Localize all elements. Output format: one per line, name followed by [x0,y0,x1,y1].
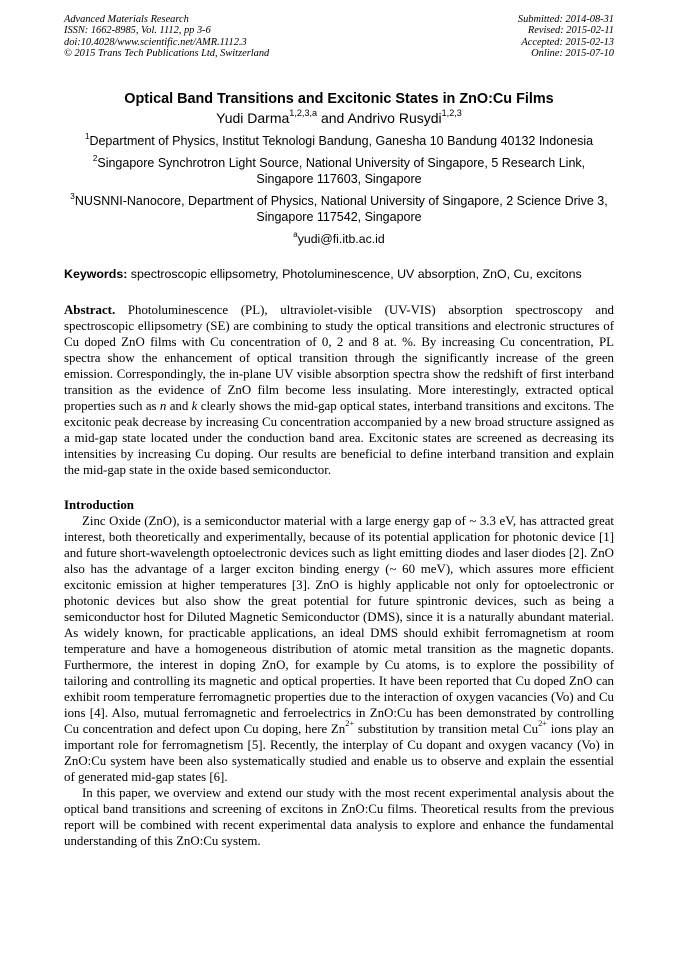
journal-info [64,14,269,60]
intro-p1-text-a: Zinc Oxide (ZnO), is a semiconductor material with a large energy gap of ~ 3.3 eV, has attracted great interest, both theoretically and experimentally, because of its potential application for photonic device [1] and future short-wavelength optoelectronic devices such as light emitting diodes and laser diodes [2]. ZnO also has the advantage of a larger exciton binding energy (~ 60 meV), which assures more efficient excitonic emission at higher temperatures [3]. ZnO is highly applicable not only for optoelectronic or photonic devices but also show the great potential for future spintronic devices, such as being a semiconductor host for Diluted Magnetic Semiconductor (DMS), since it is a naturally abundant material. As widely known, for practicable applications, an ideal DMS should exhibit ferromagnetism at room temperature and have a homogeneous distribution of atomic metal transition as the magnetic dopants. Furthermore, the interest in doping ZnO, for example by Cu atoms, is to explore the possibility of tailoring and controlling its magnetic and optical properties. It have been reported that Cu doped ZnO can exhibit room temperature ferromagnetic properties due to the interaction of oxygen vacancies (Vo) and Cu ions [4]. Also, mutual ferromagnetic and ferroelectrics in ZnO:Cu has been demonstrated by controlling Cu concentration and defect upon Cu doping, here Zn [64,514,614,736]
affiliation-2-city: Singapore 117603, Singapore [256,172,422,186]
abstract-symbol-k: k [191,399,198,413]
journal-header [64,14,614,66]
intro-p1-text-b: substitution by transition metal Cu [354,722,539,736]
abstract-label: Abstract. [64,303,116,317]
author-2-affil: 1,2,3 [441,107,462,118]
affiliation-2-text: Singapore Synchrotron Light Source, National University of Singapore, 5 Research Link, [97,156,586,170]
paper-page [64,14,614,849]
email-mark: a [293,229,298,239]
corresponding-email [64,231,614,247]
author-conjunction: and [317,110,348,126]
cu-charge: 2+ [538,719,548,729]
email-address[interactable]: yudi@fi.itb.ac.id [297,232,385,246]
abstract-conjunction: and [166,399,192,413]
publication-dates [518,14,614,60]
affiliation-3-text: NUSNNI-Nanocore, Department of Physics, National University of Singapore, 2 Science Drive 3, [74,194,608,208]
author-2: Andrivo Rusydi [347,110,442,126]
journal-name: Advanced Materials Research [64,14,189,25]
intro-p1-text-c: ions play an important role for ferromagnetism [5]. Recently, the interplay of Cu dopant and oxygen vacancy (Vo) in ZnO:Cu system have been also systematically studied and enable us to observe and explain the essential of generated mid-gap states [6]. [64,722,614,784]
revised-date: Revised: 2015-02-11 [527,25,614,37]
abstract-text-2: clearly shows the mid-gap optical states, interband transitions and excitons. The excitonic peak decrease by increasing Cu concentration accompanied by a new broad structure assigned as a mid-gap state located under the conduction band area. Excitonic states are screened as decreasing its intensities by increasing Cu doping. Our results are beneficial to define interband transition and explain the mid-gap state in the oxide based semiconductor. [64,399,614,477]
abstract-symbol-n: n [159,399,167,413]
author-line [64,107,614,127]
introduction-heading: Introduction [64,498,134,512]
online-date: Online: 2015-07-10 [531,48,614,60]
introduction-paragraph-2: In this paper, we overview and extend our study with the most recent experimental analysis about the optical band transitions and screening of excitons in ZnO:Cu films. Theoretical results from the previous report will be combined with recent experimental data analysis to explore and enhance the fundamental understanding of this ZnO:Cu system. [64,786,614,848]
copyright-line: © 2015 Trans Tech Publications Ltd, Switzerland [64,48,270,60]
paper-title: Optical Band Transitions and Excitonic States in ZnO:Cu Films [124,91,554,107]
issn-line: ISSN: 1662-8985, Vol. 1112, pp 3-6 [64,25,211,37]
abstract-text-1: Photoluminescence (PL), ultraviolet-visible (UV-VIS) absorption spectroscopy and spectroscopic ellipsometry (SE) are combining to study the optical transitions and electronic structures of Cu doped ZnO films with Cu concentration of 0, 2 and 8 at. %. By increasing Cu concentration, PL spectra show the enhancement of optical transition through the significantly increase of the green emission. Correspondingly, the in-plane UV visible absorption spectra show the redshift of first interband transition as the evidence of ZnO film become less insulating. More interestingly, extracted optical properties such as [64,303,614,413]
affiliation-1-mark: 1 [84,131,90,141]
zn-charge: 2+ [345,719,355,729]
affiliation-3-mark: 3 [70,191,75,201]
submitted-date: Submitted: 2014-08-31 [517,14,614,25]
keywords-line [64,266,614,282]
affiliation-1-text: Department of Physics, Institut Teknologi Bandung, Ganesha 10 Bandung 40132 Indonesia [89,134,594,148]
keywords-label: Keywords: [64,267,128,281]
affiliation-3-city: Singapore 117542, Singapore [256,210,422,224]
author-1: Yudi Darma [216,110,290,126]
affiliation-2-mark: 2 [92,153,98,163]
introduction-paragraph-1 [64,513,614,785]
affiliation-2 [64,155,614,187]
doi-line: doi:10.4028/www.scientific.net/AMR.1112.3 [64,36,247,48]
affiliation-3 [64,193,614,225]
affiliation-1 [64,133,614,149]
keywords-list: spectroscopic ellipsometry, Photoluminescence, UV absorption, ZnO, Cu, excitons [127,267,582,281]
author-1-affil: 1,2,3,a [289,107,318,118]
accepted-date: Accepted: 2015-02-13 [521,36,614,48]
abstract [64,302,614,478]
